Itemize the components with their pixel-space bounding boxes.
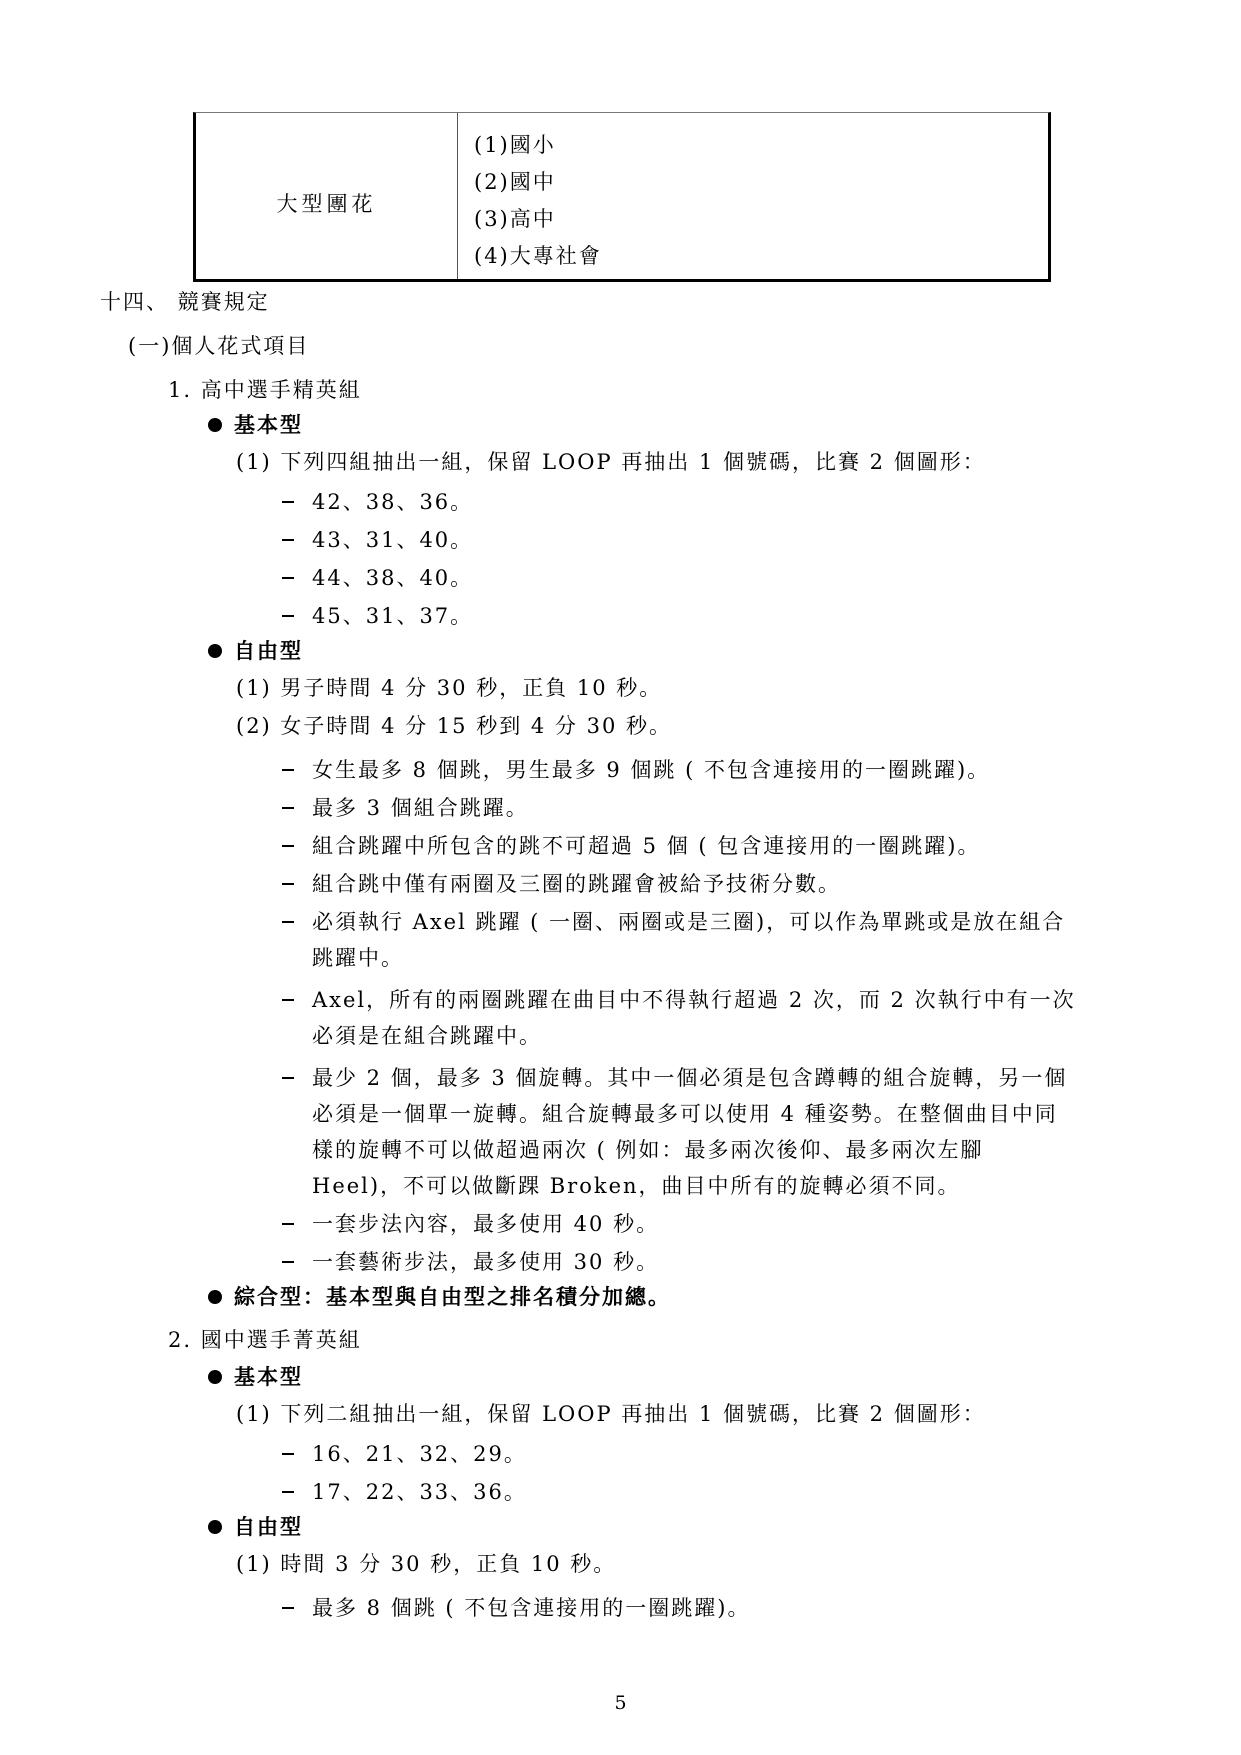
- dash-icon: [282, 539, 294, 541]
- table-left-cell: [196, 113, 458, 279]
- basic-set-text: 16、21、32、29。: [312, 1442, 527, 1466]
- free-item-text: 組合跳躍中所包含的跳不可超過 5 個 ( 包含連接用的一圈跳躍)。: [312, 834, 981, 858]
- section-heading: 十四、 競賽規定: [100, 290, 270, 314]
- sub-heading: (一)個人花式項目: [128, 334, 310, 358]
- free-item: [282, 990, 1076, 1011]
- free-item: [282, 912, 1065, 933]
- basic-set-item: [282, 568, 473, 589]
- bullet-icon: [208, 644, 222, 658]
- bullet-icon: [208, 1520, 222, 1534]
- dash-icon: [282, 1491, 294, 1493]
- group1-free-rule: (1) 男子時間 4 分 30 秒，正負 10 秒。: [236, 676, 663, 700]
- dash-icon: [282, 845, 294, 847]
- free-item-text: 一套步法內容，最多使用 40 秒。: [312, 1212, 660, 1236]
- group2-basic-label: [208, 1366, 303, 1387]
- bullet-icon: [208, 1370, 222, 1384]
- group1-combined: [208, 1286, 671, 1307]
- free-item: [282, 1598, 750, 1619]
- group1-free-label-text: 自由型: [234, 638, 303, 663]
- table-item: (1)國小: [474, 133, 556, 157]
- basic-set-item: [282, 530, 473, 551]
- free-item: [282, 1214, 659, 1235]
- group2-free-label: [208, 1516, 303, 1537]
- free-item-continuation: 樣的旋轉不可以做超過兩次 ( 例如：最多兩次後仰、最多兩次左腳: [312, 1138, 984, 1162]
- free-item-continuation: 必須是在組合跳躍中。: [312, 1024, 542, 1048]
- basic-set-item: [282, 1444, 527, 1465]
- page-number: 5: [614, 1692, 627, 1714]
- free-item-continuation: Heel)，不可以做斷踝 Broken，曲目中所有的旋轉必須不同。: [312, 1174, 961, 1198]
- basic-set-item: [282, 606, 473, 627]
- group1-free-rule: (2) 女子時間 4 分 15 秒到 4 分 30 秒。: [236, 714, 672, 738]
- free-item: [282, 1252, 659, 1273]
- free-item: [282, 836, 980, 857]
- dash-icon: [282, 577, 294, 579]
- group1-title: 1. 高中選手精英組: [168, 378, 362, 402]
- free-item-text: 一套藝術步法，最多使用 30 秒。: [312, 1250, 660, 1274]
- basic-set-text: 42、38、36。: [312, 490, 474, 514]
- group1-combined-text: 綜合型：基本型與自由型之排名積分加總。: [234, 1284, 671, 1309]
- group2-free-label-text: 自由型: [234, 1514, 303, 1539]
- bullet-icon: [208, 1290, 222, 1304]
- dash-icon: [282, 769, 294, 771]
- dash-icon: [282, 1077, 294, 1079]
- free-item-text: 最少 2 個，最多 3 個旋轉。其中一個必須是包含蹲轉的組合旋轉，另一個: [312, 1066, 1068, 1090]
- free-item-continuation: 必須是一個單一旋轉。組合旋轉最多可以使用 4 種姿勢。在整個曲目中同: [312, 1102, 1058, 1126]
- group2-title: 2. 國中選手菁英組: [168, 1328, 362, 1352]
- group1-basic-label: [208, 414, 303, 435]
- bullet-icon: [208, 418, 222, 432]
- dash-icon: [282, 1261, 294, 1263]
- dash-icon: [282, 1453, 294, 1455]
- group2-basic-rule: (1) 下列二組抽出一組，保留 LOOP 再抽出 1 個號碼，比賽 2 個圖形：: [236, 1402, 986, 1426]
- group1-basic-label-text: 基本型: [234, 412, 303, 437]
- basic-set-text: 45、31、37。: [312, 604, 474, 628]
- basic-set-text: 17、22、33、36。: [312, 1480, 527, 1504]
- basic-set-item: [282, 492, 473, 513]
- dash-icon: [282, 1223, 294, 1225]
- dash-icon: [282, 883, 294, 885]
- group1-free-label: [208, 640, 303, 661]
- free-item-text: 最多 8 個跳 ( 不包含連接用的一圈跳躍)。: [312, 1596, 751, 1620]
- table-left-label: 大型團花: [276, 192, 377, 216]
- dash-icon: [282, 999, 294, 1001]
- free-item: [282, 798, 529, 819]
- dash-icon: [282, 807, 294, 809]
- table-item: (3)高中: [474, 207, 556, 231]
- free-item-text: 必須執行 Axel 跳躍 ( 一圈、兩圈或是三圈)，可以作為單跳或是放在組合: [312, 910, 1066, 934]
- dash-icon: [282, 1607, 294, 1609]
- basic-set-text: 43、31、40。: [312, 528, 474, 552]
- group1-basic-rule: (1) 下列四組抽出一組，保留 LOOP 再抽出 1 個號碼，比賽 2 個圖形：: [236, 450, 986, 474]
- free-item: [282, 760, 990, 781]
- dash-icon: [282, 921, 294, 923]
- free-item-text: Axel，所有的兩圈跳躍在曲目中不得執行超過 2 次，而 2 次執行中有一次: [312, 988, 1076, 1012]
- basic-set-item: [282, 1482, 527, 1503]
- free-item-continuation: 跳躍中。: [312, 946, 404, 970]
- group2-basic-label-text: 基本型: [234, 1364, 303, 1389]
- free-item-text: 最多 3 個組合跳躍。: [312, 796, 529, 820]
- basic-set-text: 44、38、40。: [312, 566, 474, 590]
- dash-icon: [282, 615, 294, 617]
- table-item: (4)大專社會: [474, 244, 602, 268]
- table-item: (2)國中: [474, 170, 556, 194]
- free-item-text: 組合跳中僅有兩圈及三圈的跳躍會被給予技術分數。: [312, 872, 841, 896]
- dash-icon: [282, 501, 294, 503]
- free-item: [282, 874, 841, 895]
- free-item-text: 女生最多 8 個跳，男生最多 9 個跳 ( 不包含連接用的一圈跳躍)。: [312, 758, 991, 782]
- group2-free-rule: (1) 時間 3 分 30 秒，正負 10 秒。: [236, 1552, 617, 1576]
- free-item: [282, 1068, 1067, 1089]
- category-table: [193, 112, 1051, 282]
